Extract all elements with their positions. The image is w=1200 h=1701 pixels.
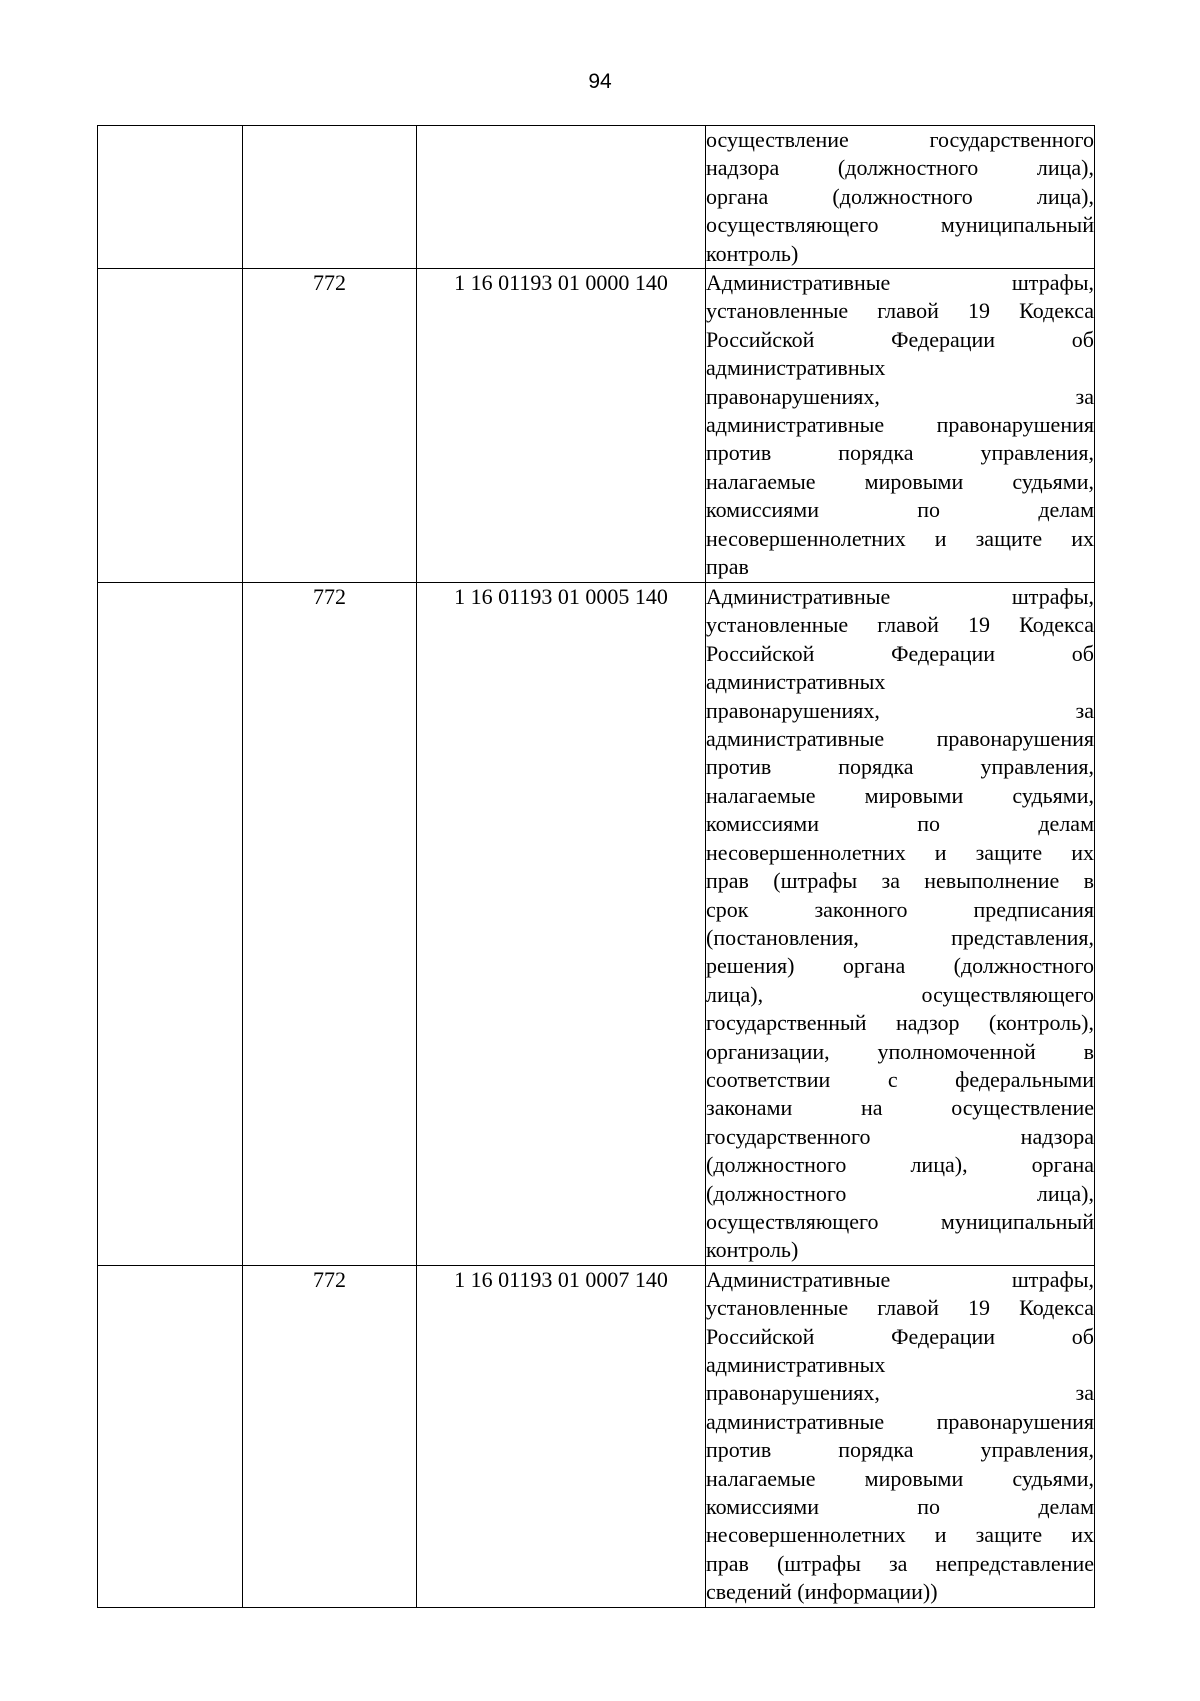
description-line: против порядка управления, [706,1437,1094,1463]
description-cell [706,583,1095,1266]
description-line: Российской Федерации об [706,640,1094,666]
description-line: (должностного лица), [706,1180,1094,1206]
description-line: (должностного лица), органа [706,1152,1094,1178]
description-line: осуществляющего муниципальный [706,1208,1094,1234]
description-line: контроль) [706,1237,799,1263]
description-line: административные правонарушения [706,412,1094,438]
description-line: Административные штрафы, [706,1266,1094,1292]
page-number: 94 [588,70,612,93]
empty-cell [98,126,243,269]
description-line: лица), осуществляющего [706,981,1094,1007]
description-line: прав [706,554,749,580]
description-line: установленные главой 19 Кодекса [706,1295,1094,1321]
description-line: органа (должностного лица), [706,183,1094,209]
description-line: Административные штрафы, [706,270,1094,296]
table-row [98,1265,1095,1607]
table-row [98,269,1095,583]
admin-code-cell: 772 [243,269,417,583]
description-line: комиссиями по делам [706,811,1094,837]
description-line: Российской Федерации об [706,326,1094,352]
description-line: надзора (должностного лица), [706,155,1094,181]
table-row [98,126,1095,269]
description-line: правонарушениях, за [706,697,1094,723]
description-line: налагаемые мировыми судьями, [706,468,1094,494]
empty-cell [98,269,243,583]
admin-code-cell [243,126,417,269]
budget-code-cell: 1 16 01193 01 0005 140 [417,583,706,1266]
description-line: правонарушениях, за [706,1380,1094,1406]
description-line: несовершеннолетних и защите их [706,839,1094,865]
description-line: административных [706,1352,886,1377]
description-line: контроль) [706,240,799,266]
description-line: налагаемые мировыми судьями, [706,782,1094,808]
description-line: правонарушениях, за [706,383,1094,409]
empty-cell [98,1265,243,1607]
description-line: решения) органа (должностного [706,953,1094,979]
description-line: установленные главой 19 Кодекса [706,298,1094,324]
description-line: комиссиями по делам [706,497,1094,523]
description-line: несовершеннолетних и защите их [706,1522,1094,1548]
description-cell [706,269,1095,583]
description-line: организации, уполномоченной в [706,1038,1094,1064]
description-line: установленные главой 19 Кодекса [706,612,1094,638]
description-line: сведений (информации)) [706,1579,938,1605]
description-line: комиссиями по делам [706,1494,1094,1520]
description-line: Российской Федерации об [706,1323,1094,1349]
description-line: против порядка управления, [706,440,1094,466]
description-line: налагаемые мировыми судьями, [706,1465,1094,1491]
table-row [98,583,1095,1266]
budget-code-cell: 1 16 01193 01 0000 140 [417,269,706,583]
description-cell [706,1265,1095,1607]
description-line: несовершеннолетних и защите их [706,525,1094,551]
description-cell [706,126,1095,269]
description-line: против порядка управления, [706,754,1094,780]
budget-codes-table [97,125,1095,1608]
description-line: административные правонарушения [706,726,1094,752]
description-line: осуществляющего муниципальный [706,212,1094,238]
description-line: срок законного предписания [706,896,1094,922]
description-line: осуществление государственного [706,127,1094,152]
empty-cell [98,583,243,1266]
budget-code-cell [417,126,706,269]
description-line: законами на осуществление [706,1095,1094,1121]
description-line: соответствии с федеральными [706,1066,1094,1092]
budget-code-cell: 1 16 01193 01 0007 140 [417,1265,706,1607]
description-line: административных [706,355,886,381]
description-line: прав (штрафы за невыполнение в [706,868,1094,894]
description-line: государственного надзора [706,1123,1094,1149]
description-line: административных [706,669,886,695]
admin-code-cell: 772 [243,583,417,1266]
description-line: Административные штрафы, [706,584,1094,610]
description-line: прав (штрафы за непредставление [706,1550,1094,1576]
admin-code-cell: 772 [243,1265,417,1607]
description-line: (постановления, представления, [706,924,1094,950]
description-line: государственный надзор (контроль), [706,1010,1094,1036]
description-line: административные правонарушения [706,1408,1094,1434]
